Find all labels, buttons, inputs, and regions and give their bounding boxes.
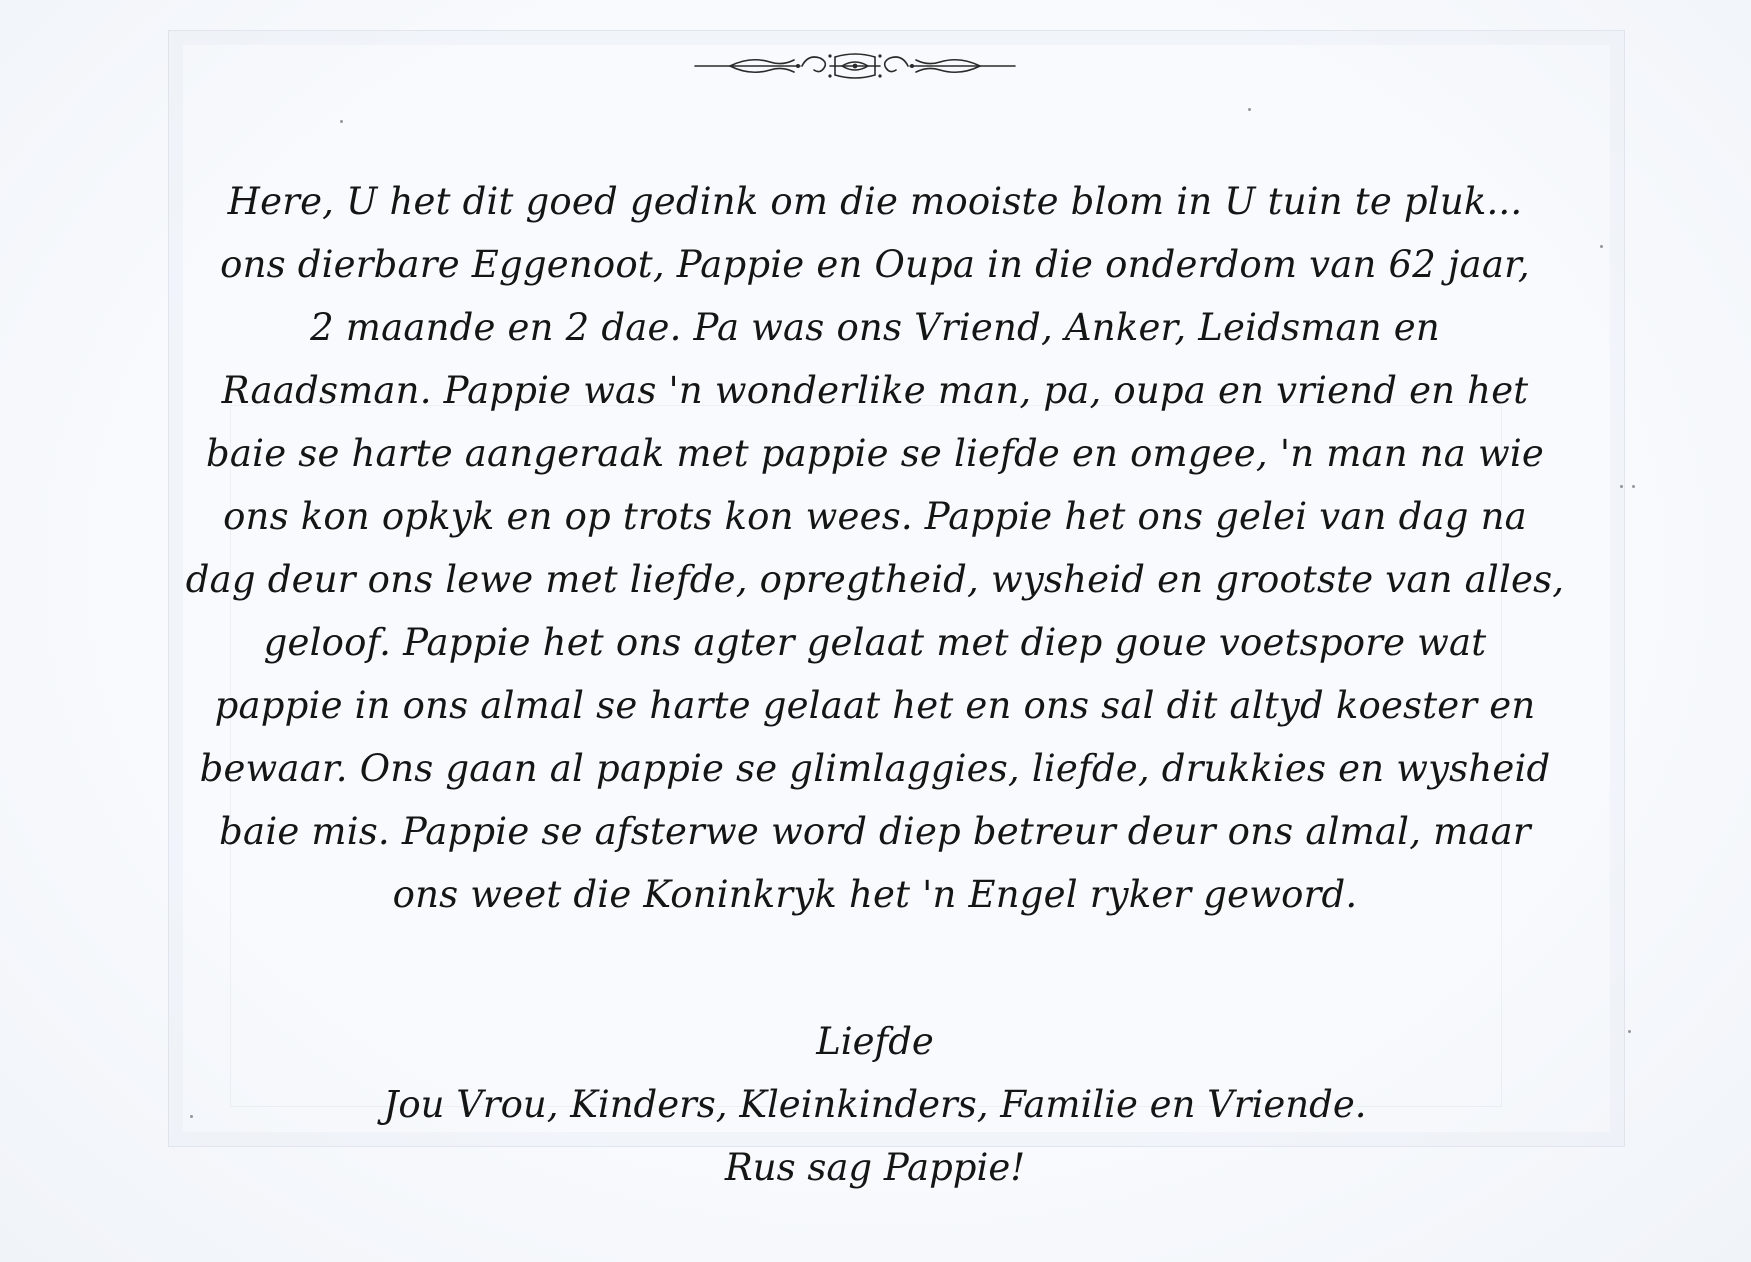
- message-line: pappie in ons almal se harte gelaat het en ons sal dit altyd koester en: [214, 684, 1536, 727]
- message-line: Raadsman. Pappie was 'n wonderlike man, pa, oupa en vriend en het: [221, 369, 1529, 412]
- memorial-closing: [120, 1010, 1630, 1199]
- message-line: baie mis. Pappie se afsterwe word diep betreur deur ons almal, maar: [219, 810, 1531, 853]
- message-line: dag deur ons lewe met liefde, opregtheid, wysheid en grootste van alles,: [185, 558, 1565, 601]
- memorial-message: [120, 170, 1630, 926]
- closing-farewell: Rus sag Pappie!: [724, 1146, 1026, 1189]
- message-line: ons kon opkyk en op trots kon wees. Pappie het ons gelei van dag na: [223, 495, 1527, 538]
- scan-speck: [1632, 485, 1635, 488]
- message-line: 2 maande en 2 dae. Pa was ons Vriend, Anker, Leidsman en: [310, 306, 1440, 349]
- message-line: ons dierbare Eggenoot, Pappie en Oupa in die onderdom van 62 jaar,: [220, 243, 1530, 286]
- message-line: geloof. Pappie het ons agter gelaat met diep goue voetspore wat: [263, 621, 1487, 664]
- closing-signature: Jou Vrou, Kinders, Kleinkinders, Familie en Vriende.: [383, 1083, 1367, 1126]
- closing-salutation: Liefde: [816, 1020, 934, 1063]
- message-line: ons weet die Koninkryk het 'n Engel ryker geword.: [392, 873, 1358, 916]
- message-line: Here, U het dit goed gedink om die mooiste blom in U tuin te pluk...: [227, 180, 1523, 223]
- scan-speck: [340, 120, 343, 123]
- message-line: bewaar. Ons gaan al pappie se glimlaggies, liefde, drukkies en wysheid: [199, 747, 1551, 790]
- scan-speck: [1600, 245, 1603, 248]
- scan-speck: [1620, 485, 1623, 488]
- message-line: baie se harte aangeraak met pappie se liefde en omgee, 'n man na wie: [206, 432, 1544, 475]
- scan-speck: [1248, 108, 1251, 111]
- flourish-divider-icon: [690, 48, 1020, 84]
- scan-speck: [1628, 1030, 1631, 1033]
- scan-speck: [190, 1115, 193, 1118]
